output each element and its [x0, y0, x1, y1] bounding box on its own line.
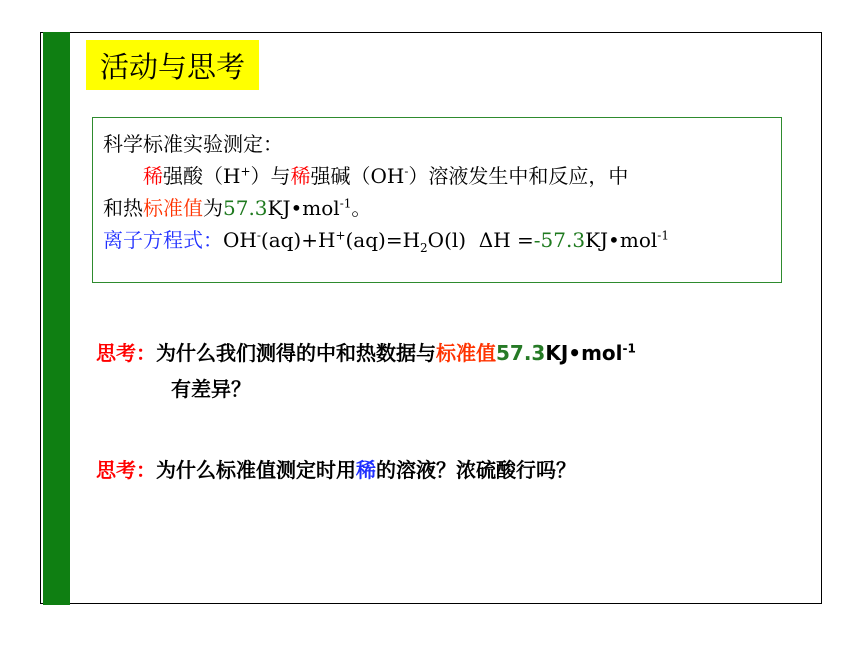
- superscript: -: [404, 164, 409, 179]
- superscript: +: [335, 228, 346, 243]
- text-segment: 和热: [103, 196, 143, 220]
- experiment-info-box: [92, 117, 782, 283]
- unit: KJ•mol: [267, 196, 340, 220]
- text-segment: ）与: [250, 164, 291, 188]
- value-57-3: 57.3: [223, 196, 268, 220]
- box-line-4: [103, 224, 771, 256]
- text-segment: 为什么标准值测定时用: [156, 458, 356, 482]
- text-segment: ）溶液发生中和反应，中: [408, 164, 629, 188]
- think-question-2: [96, 452, 576, 488]
- highlight-standard-value: 标准值: [436, 341, 496, 365]
- superscript: -1: [622, 341, 636, 356]
- highlight-standard-value: 标准值: [143, 196, 203, 220]
- unit: KJ•mol: [585, 228, 658, 252]
- text-segment: 。: [351, 196, 372, 220]
- text-segment: 强碱（OH: [310, 164, 405, 188]
- superscript: -: [256, 228, 261, 243]
- superscript: -1: [657, 228, 669, 243]
- box-line-3: [103, 192, 771, 224]
- text-segment: (aq)=H: [345, 228, 421, 252]
- value-57-3: 57.3: [496, 341, 546, 365]
- value-neg-57-3: -57.3: [533, 228, 586, 252]
- text-segment: 的溶液？浓硫酸行吗？: [376, 458, 576, 482]
- think-question-1: [96, 335, 636, 407]
- text-segment: OH: [223, 228, 257, 252]
- highlight-dilute: 稀: [356, 458, 376, 482]
- text-segment: (aq)+H: [260, 228, 336, 252]
- box-line-1: 科学标准实验测定：: [103, 132, 283, 156]
- slide-title: 活动与思考: [86, 40, 259, 90]
- think-label: 思考：: [96, 341, 156, 365]
- highlight-dilute-1: 稀: [143, 164, 163, 188]
- text-segment: 为: [203, 196, 223, 220]
- question-continuation: 有差异？: [171, 377, 251, 401]
- unit: KJ•mol: [545, 341, 623, 365]
- superscript: -1: [339, 196, 352, 211]
- subscript: 2: [420, 241, 428, 255]
- think-label: 思考：: [96, 458, 156, 482]
- text-segment: O(l) ΔH =: [427, 228, 534, 252]
- text-segment: 为什么我们测得的中和热数据与: [156, 341, 436, 365]
- superscript: +: [240, 164, 251, 179]
- text-segment: 强酸（H: [163, 164, 241, 188]
- accent-bar: [43, 32, 70, 605]
- ionic-equation-label: 离子方程式：: [103, 228, 223, 252]
- box-line-2: [103, 160, 771, 192]
- highlight-dilute-2: 稀: [290, 164, 311, 188]
